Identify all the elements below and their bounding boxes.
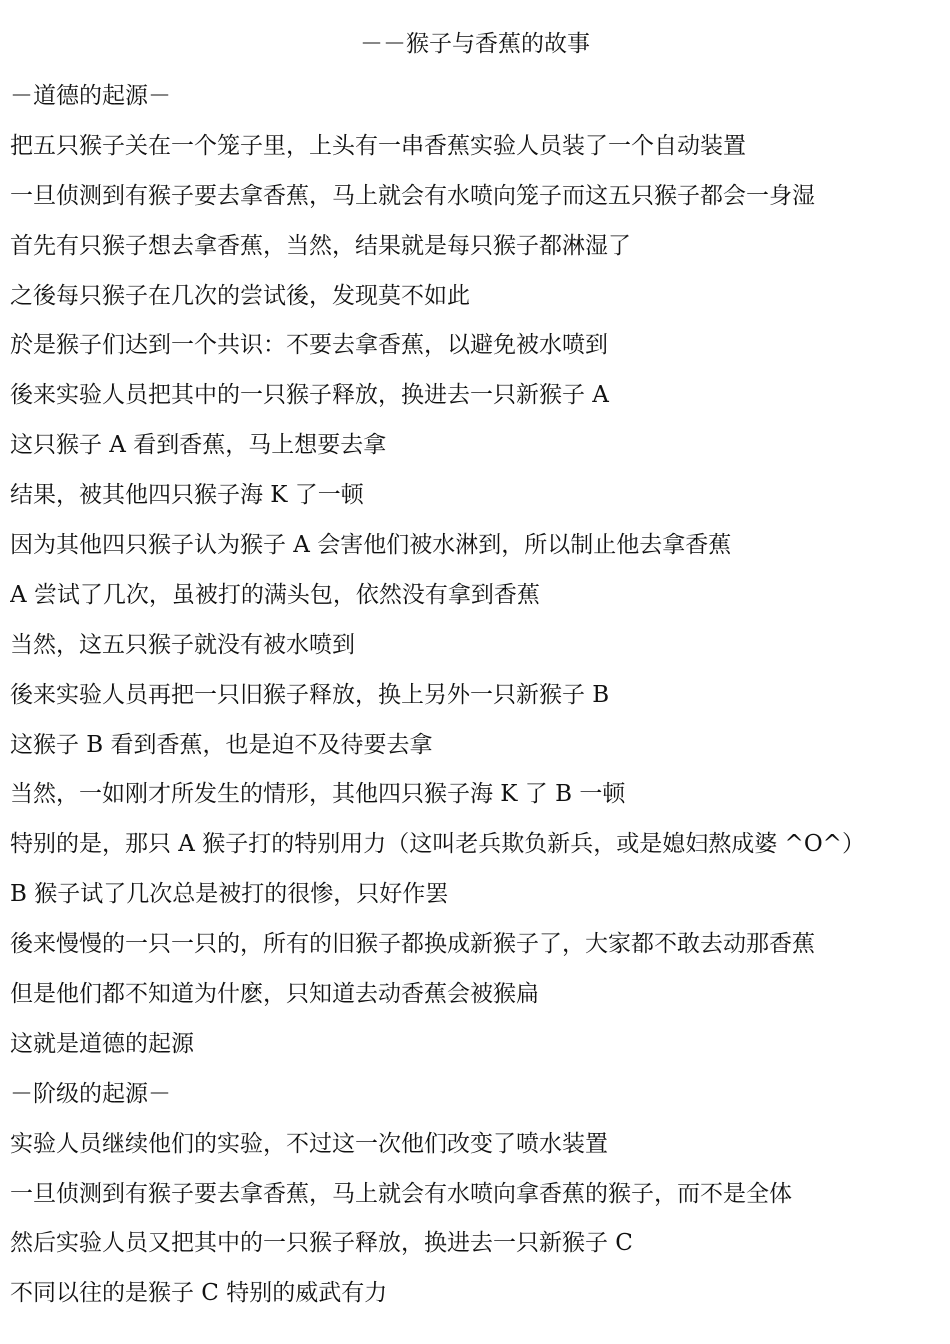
body-line: 於是猴子们达到一个共识：不要去拿香蕉，以避免被水喷到 [10, 332, 608, 359]
body-line: 後来实验人员再把一只旧猴子释放，换上另外一只新猴子 B [10, 681, 610, 708]
body-line: 结果，被其他四只猴子海 K 了一顿 [10, 482, 364, 509]
body-line: 把五只猴子关在一个笼子里，上头有一串香蕉实验人员装了一个自动装置 [10, 132, 746, 159]
body-line: 首先有只猴子想去拿香蕉，当然，结果就是每只猴子都淋湿了 [10, 232, 631, 259]
body-line: 一旦侦测到有猴子要去拿香蕉，马上就会有水喷向拿香蕉的猴子，而不是全体 [10, 1180, 792, 1207]
body-line: B 猴子试了几次总是被打的很惨，只好作罢 [10, 881, 449, 908]
section-heading: －道德的起源－ [10, 83, 171, 109]
body-line: 特别的是，那只 A 猴子打的特别用力（这叫老兵欺负新兵，或是媳妇熬成婆 ^O^） [10, 831, 865, 858]
body-line: 当然，一如刚才所发生的情形，其他四只猴子海 K 了 B 一顿 [10, 781, 626, 808]
body-line: 这只猴子 A 看到香蕉，马上想要去拿 [10, 432, 387, 459]
body-line: 後来慢慢的一只一只的，所有的旧猴子都换成新猴子了，大家都不敢去动那香蕉 [10, 931, 815, 958]
body-line: 後来实验人员把其中的一只猴子释放，换进去一只新猴子 A [10, 382, 609, 409]
body-line: 因为其他四只猴子认为猴子 A 会害他们被水淋到，所以制止他去拿香蕉 [10, 532, 732, 559]
section-heading: －阶级的起源－ [10, 1080, 171, 1107]
body-line: 一旦侦测到有猴子要去拿香蕉，马上就会有水喷向笼子而这五只猴子都会一身湿 [10, 182, 815, 209]
body-line: 这就是道德的起源 [10, 1030, 194, 1057]
body-line: 这猴子 B 看到香蕉，也是迫不及待要去拿 [10, 731, 433, 758]
body-line: 然后实验人员又把其中的一只猴子释放，换进去一只新猴子 C [10, 1230, 633, 1257]
document-body [10, 78, 940, 1325]
body-line: 之後每只猴子在几次的尝试後，发现莫不如此 [10, 282, 470, 309]
body-line: 实验人员继续他们的实验，不过这一次他们改变了喷水装置 [10, 1130, 608, 1157]
body-line: 但是他们都不知道为什麽，只知道去动香蕉会被猴扁 [10, 981, 539, 1008]
body-line: 不同以往的是猴子 C 特别的威武有力 [10, 1280, 388, 1307]
body-line: A 尝试了几次，虽被打的满头包，依然没有拿到香蕉 [10, 581, 540, 608]
body-line: 当然，这五只猴子就没有被水喷到 [10, 631, 355, 658]
document-title: －－猴子与香蕉的故事 [360, 31, 590, 57]
